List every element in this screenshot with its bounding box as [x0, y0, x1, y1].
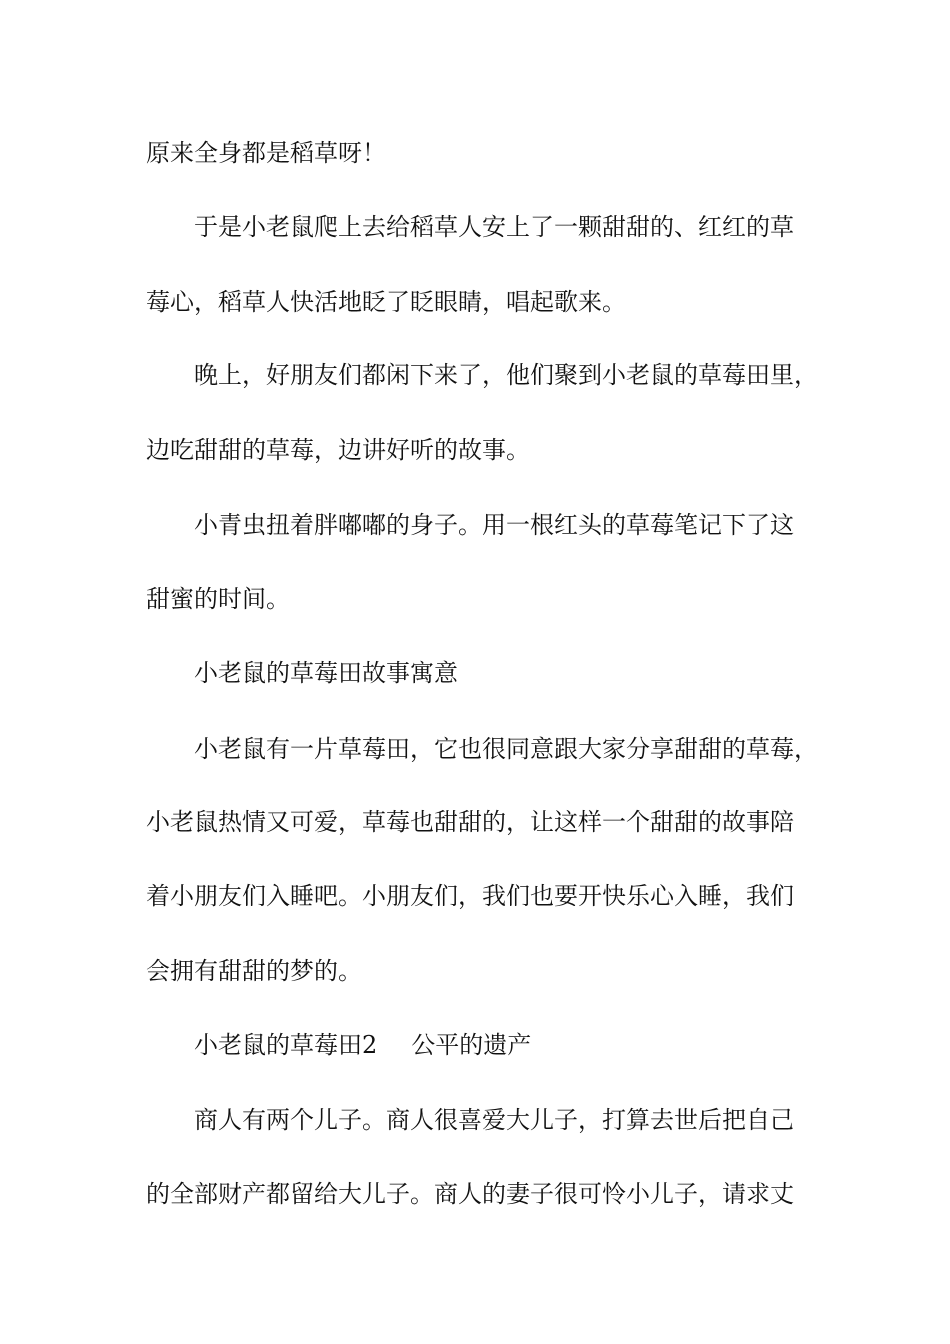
- paragraph-start: 于是小老鼠爬上去给稻草人安上了一颗甜甜的、红红的草: [194, 213, 794, 241]
- text-line: 着小朋友们入睡吧。小朋友们，我们也要开快乐心入睡，我们: [146, 882, 794, 910]
- text-line: 原来全身都是稻草呀！: [146, 139, 386, 167]
- paragraph-start: 小老鼠有一片草莓田，它也很同意跟大家分享甜甜的草莓，: [194, 735, 818, 763]
- text-line: 莓心，稻草人快活地眨了眨眼睛，唱起歌来。: [146, 288, 626, 316]
- section-heading: [194, 1025, 894, 1065]
- paragraph-start: 小青虫扭着胖嘟嘟的身子。用一根红头的草莓笔记下了这: [194, 511, 794, 539]
- text-line: 小老鼠热情又可爱，草莓也甜甜的，让这样一个甜甜的故事陪: [146, 808, 794, 836]
- heading-title: 小老鼠的草莓田2: [194, 1031, 378, 1059]
- text-line: 的全部财产都留给大儿子。商人的妻子很可怜小儿子，请求丈: [146, 1180, 794, 1208]
- paragraph-start: 商人有两个儿子。商人很喜爱大儿子，打算去世后把自己: [194, 1106, 794, 1134]
- text-line: 甜蜜的时间。: [146, 585, 290, 613]
- section-heading: 小老鼠的草莓田故事寓意: [194, 659, 458, 687]
- heading-subtitle: 公平的遗产: [411, 1031, 532, 1059]
- paragraph-start: 晚上，好朋友们都闲下来了，他们聚到小老鼠的草莓田里，: [194, 361, 818, 389]
- text-line: 会拥有甜甜的梦的。: [146, 957, 362, 985]
- text-line: 边吃甜甜的草莓，边讲好听的故事。: [146, 436, 530, 464]
